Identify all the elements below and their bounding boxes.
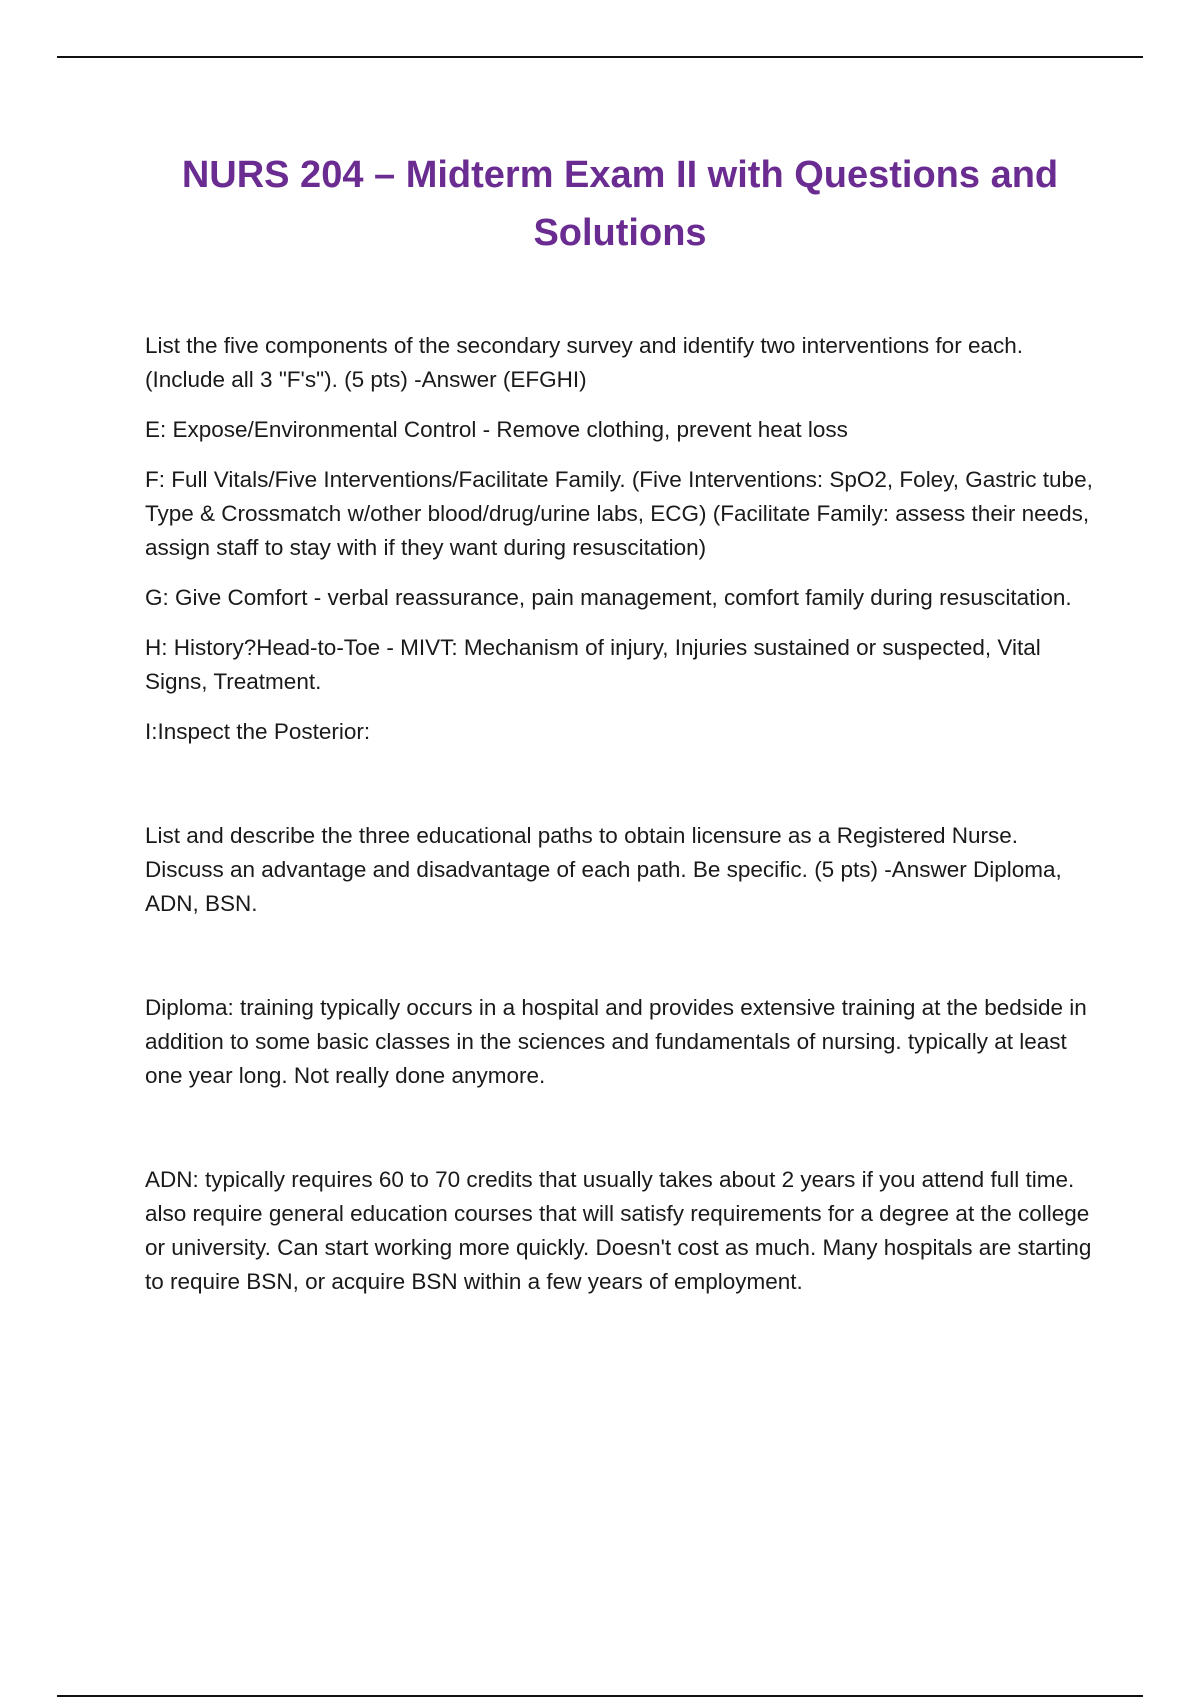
document-body <box>145 329 1095 1315</box>
answer-g-text: G: Give Comfort - verbal reassurance, pain management, comfort family during resuscitation. <box>145 585 1072 610</box>
adn-answer-text: ADN: typically requires 60 to 70 credits that usually takes about 2 years if you attend full time. also require general education courses that will satisfy requirements for a degree at the college or university. Can start working more quickly. Doesn't cost as much. Many hospitals are starting to require BSN, or acquire BSN within a few years of employment. <box>145 1167 1092 1294</box>
top-divider <box>57 56 1143 58</box>
diploma-answer-text: Diploma: training typically occurs in a hospital and provides extensive training at the bedside in addition to some basic classes in the sciences and fundamentals of nursing. typically at least one year long. Not really done anymore. <box>145 995 1087 1088</box>
document-title: NURS 204 – Midterm Exam II with Questions and Solutions <box>181 154 1059 254</box>
question-2-text: List and describe the three educational paths to obtain licensure as a Registered Nurse. Discuss an advantage and disadvantage of each path. Be specific. (5 pts) -Answer Diploma, ADN, BSN. <box>145 823 1062 916</box>
answer-i-text: I:Inspect the Posterior: <box>145 719 371 744</box>
answer-h-text: H: History?Head-to-Toe - MIVT: Mechanism of injury, Injuries sustained or suspected, Vital Signs, Treatment. <box>145 635 1041 694</box>
answer-f-text: F: Full Vitals/Five Interventions/Facilitate Family. (Five Interventions: SpO2, Foley, Gastric tube, Type & Crossmatch w/other blood/drug/urine labs, ECG) (Facilitate Family: assess their needs, assign staff to stay with if they want during resuscitation) <box>145 467 1093 560</box>
answer-e-text: E: Expose/Environmental Control - Remove clothing, prevent heat loss <box>145 417 848 442</box>
bottom-divider <box>57 1695 1143 1697</box>
question-1-text: List the five components of the secondary survey and identify two interventions for each. (Include all 3 "F's"). (5 pts) -Answer (EFGHI) <box>145 333 1023 392</box>
